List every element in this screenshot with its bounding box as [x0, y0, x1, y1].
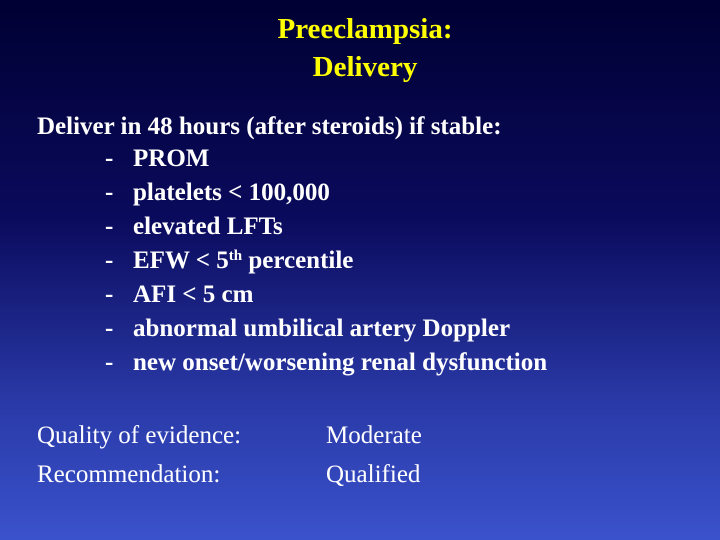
criteria-text-suffix: percentile [242, 247, 354, 274]
recommendation-row [37, 455, 421, 494]
criteria-item-prom [105, 142, 547, 176]
quality-row [37, 416, 422, 455]
criteria-text: new onset/worsening renal dysfunction [133, 349, 548, 376]
criteria-item-lfts [105, 210, 547, 244]
bullet-dash: - [105, 145, 114, 172]
bullet-dash: - [105, 247, 114, 274]
quality-label: Quality of evidence: [37, 422, 242, 449]
superscript: th [228, 248, 243, 264]
delivery-criteria-heading: Deliver in 48 hours (after steroids) if stable: [37, 113, 502, 140]
criteria-item-efw [105, 244, 547, 278]
bullet-dash: - [105, 315, 114, 342]
criteria-item-doppler [105, 312, 547, 346]
evidence-block [37, 416, 422, 494]
criteria-item-platelets [105, 176, 547, 210]
criteria-list [105, 142, 547, 380]
title-line-1: Preeclampsia: [277, 13, 453, 45]
bullet-dash: - [105, 213, 114, 240]
quality-value: Moderate [326, 422, 422, 449]
title-line-2: Delivery [312, 51, 418, 83]
criteria-text: AFI < 5 cm [133, 281, 254, 308]
criteria-text: abnormal umbilical artery Doppler [133, 315, 511, 342]
criteria-item-renal [105, 346, 547, 380]
criteria-text: platelets < 100,000 [133, 179, 330, 206]
bullet-dash: - [105, 281, 114, 308]
criteria-text: elevated LFTs [133, 213, 283, 240]
bullet-dash: - [105, 179, 114, 206]
criteria-text: PROM [133, 145, 210, 172]
criteria-item-afi [105, 278, 547, 312]
slide-title [0, 10, 720, 86]
recommendation-value: Qualified [326, 461, 421, 488]
recommendation-label: Recommendation: [37, 461, 221, 488]
criteria-text: EFW < 5 [133, 247, 229, 274]
bullet-dash: - [105, 349, 114, 376]
